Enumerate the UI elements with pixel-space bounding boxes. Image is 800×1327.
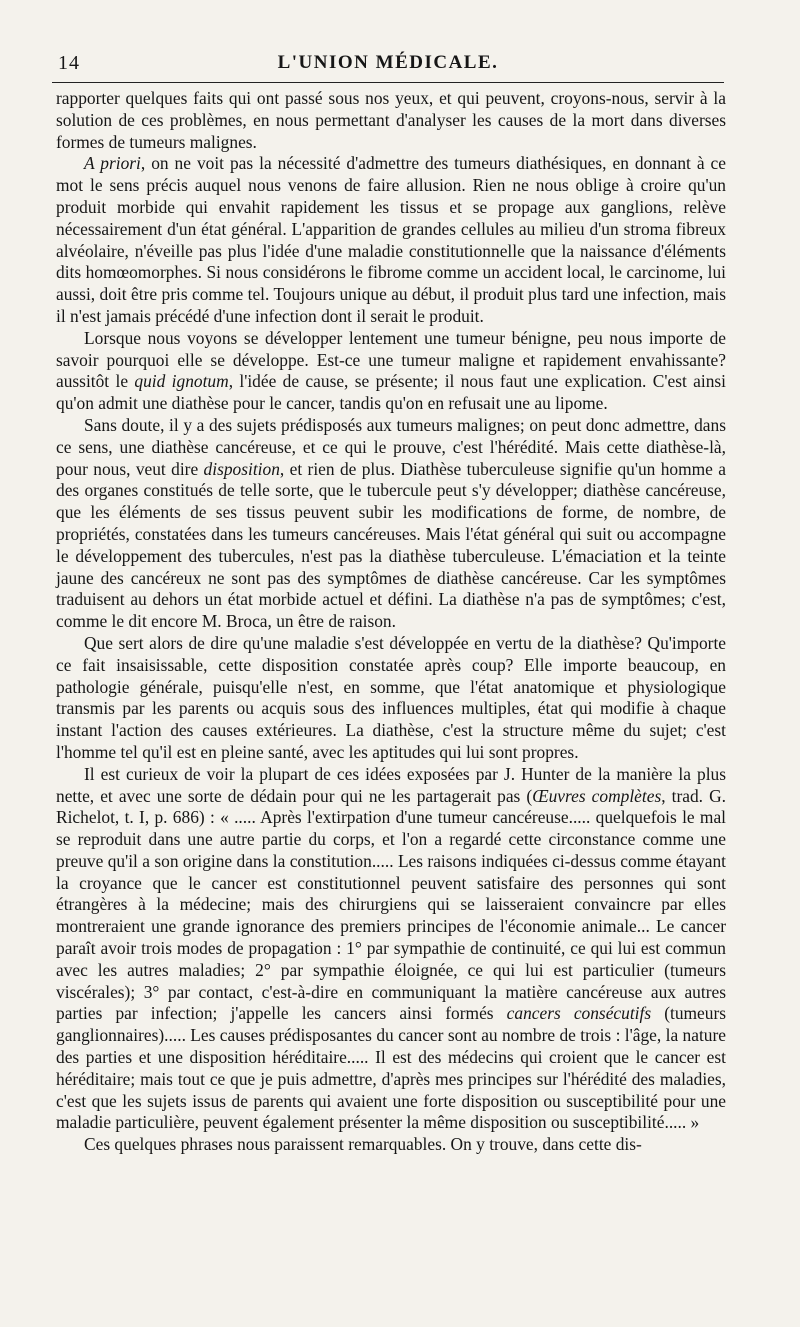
header-rule bbox=[52, 82, 724, 83]
text-run: Sans doute, il y a des sujets prédisposés aux tumeurs malignes; on peut donc admettre, dans ce sens, une diathèse cancéreuse, et ce qui le prouve, c'est l'hérédité. Mais cette diathèse-là, pour nous, veut dire bbox=[56, 414, 726, 479]
text-run: , et rien de plus. Diathèse tuberculeuse signifie qu'un homme a des organes constitués de telle sorte, que le tubercule peut s'y développer; diathèse cancéreuse, que les éléments de ses tissus peuvent subir les modifications de forme, de nombre, de propriétés, constatées dans les tumeurs cancéreuses. Mais l'état général qui suit ou accompagne le développement des tubercules, n'est pas la diathèse tuberculeuse. L'émaciation et la teinte jaune des cancéreux ne sont pas des symptômes de diathèse cancéreuse. Car les symptômes traduisent au dehors un état morbide actuel et défini. La diathèse n'a pas de symptômes; c'est, comme le dit encore M. Broca, un être de raison. bbox=[56, 458, 726, 632]
text-run: , l'idée de cause, se présente; il nous faut une explication. C'est ainsi qu'on admit une diathèse pour le cancer, tandis qu'on en refusait une au lipome. bbox=[56, 371, 726, 414]
text-run: Ces quelques phrases nous paraissent remarquables. On y trouve, dans cette dis- bbox=[84, 1134, 642, 1155]
italic-text: quid ignotum bbox=[134, 371, 229, 392]
text-run: , on ne voit pas la nécessité d'admettre des tumeurs diathésiques, en donnant à ce mot le sens précis auquel nous venons de faire allusion. Rien ne nous oblige à croire qu'un produit morbide qui envahit rapidement les tissus et se propage aux ganglions, relève nécessairement d'un état général. L'apparition de grandes cellules au milieu d'un stroma fibreux alvéolaire, n'éveille pas plus l'idée d'une maladie constitutionnelle que la naissance d'éléments dits homœomorphes. Si nous considérons le fibrome comme un accident local, le carcinome, lui aussi, doit être pris comme tel. Toujours unique au début, il produit plus tard une infection, mais il n'est jamais précédé d'une infection dont il serait le produit. bbox=[56, 153, 726, 326]
text-run: rapporter quelques faits qui ont passé sous nos yeux, et qui peuvent, croyons-nous, servir à la solution de ces problèmes, en nous permettant d'analyser les causes de la mort dans diverses formes de tumeurs malignes. bbox=[56, 88, 726, 152]
paragraph bbox=[56, 88, 726, 153]
text-run: (tumeurs ganglionnaires)..... Les causes prédisposantes du cancer sont au nombre de trois : l'âge, la nature des parties et une disposition héréditaire..... Il est des médecins qui croient que le cancer est héréditaire; mais tout ce que je puis admettre, d'après mes principes sur l'hérédité des maladies, c'est que les sujets issus de parents qui avaient une forte disposition ou susceptibilité pour une maladie particulière, peuvent également présenter la même disposition ou susceptibilité..... » bbox=[56, 1003, 727, 1133]
paragraph bbox=[56, 153, 726, 327]
page-number: 14 bbox=[58, 52, 80, 74]
italic-text: Œuvres complètes bbox=[532, 785, 662, 806]
article-body bbox=[56, 88, 726, 1156]
text-run: , trad. G. Richelot, t. I, p. 686) : « ..... Après l'extirpation d'une tumeur cancéreuse..... quelquefois le mal se reproduit dans une autre partie du corps, et l'on a regardé cette circonstance comme une preuve qu'il a son origine dans la constitution..... Les raisons indiquées ci-dessus comme étayant la croyance que le cancer est constitutionnel peuvent satisfaire des personnes qui sont étrangères à la médecine; mais des chirurgiens qui se laisseraient convaincre par elles montreraient une grande ignorance des premiers principes de l'économie animale... Le cancer paraît avoir trois modes de propagation : 1° par sympathie de continuité, ce qui lui est commun avec les autres maladies; 2° par sympathie éloignée, ce qui lui est particulier (tumeurs viscérales); 3° par contact, c'est-à-dire en communiquant la matière cancéreuse aux autres parties par infection; j'appelle les cancers ainsi formés bbox=[56, 785, 726, 1024]
page-header bbox=[52, 50, 724, 80]
text-run: Lorsque nous voyons se développer lentement une tumeur bénigne, peu nous importe de savoir pourquoi elle se développe. Est-ce une tumeur maligne et rapidement envahissante? aussitôt le bbox=[56, 327, 726, 392]
text-run: Il est curieux de voir la plupart de ces idées exposées par J. Hunter de la manière la plus nette, et avec une sorte de dédain pour qui ne les partagerait pas ( bbox=[56, 763, 726, 806]
paragraph bbox=[56, 1134, 726, 1156]
paragraph bbox=[56, 633, 726, 764]
paragraph bbox=[56, 764, 726, 1135]
italic-text: cancers consécutifs bbox=[506, 1003, 652, 1024]
italic-text: disposition bbox=[203, 458, 280, 479]
paragraph bbox=[56, 415, 726, 633]
text-run: Que sert alors de dire qu'une maladie s'est développée en vertu de la diathèse? Qu'importe ce fait insaisissable, cette disposition constatée après coup? Elle importe beaucoup, en pathologie générale, puisqu'elle n'est, en somme, que l'état anatomique et physiologique transmis par les parents ou acquis sous des influences multiples, état qui modifie à chaque instant l'action des causes extérieures. La diathèse, c'est la structure même du sujet; c'est l'homme tel qu'il est en pleine santé, avec les aptitudes qui lui sont propres. bbox=[56, 632, 726, 762]
italic-text: A priori bbox=[84, 153, 141, 174]
running-title: L'UNION MÉDICALE. bbox=[277, 52, 499, 73]
paragraph bbox=[56, 328, 726, 415]
